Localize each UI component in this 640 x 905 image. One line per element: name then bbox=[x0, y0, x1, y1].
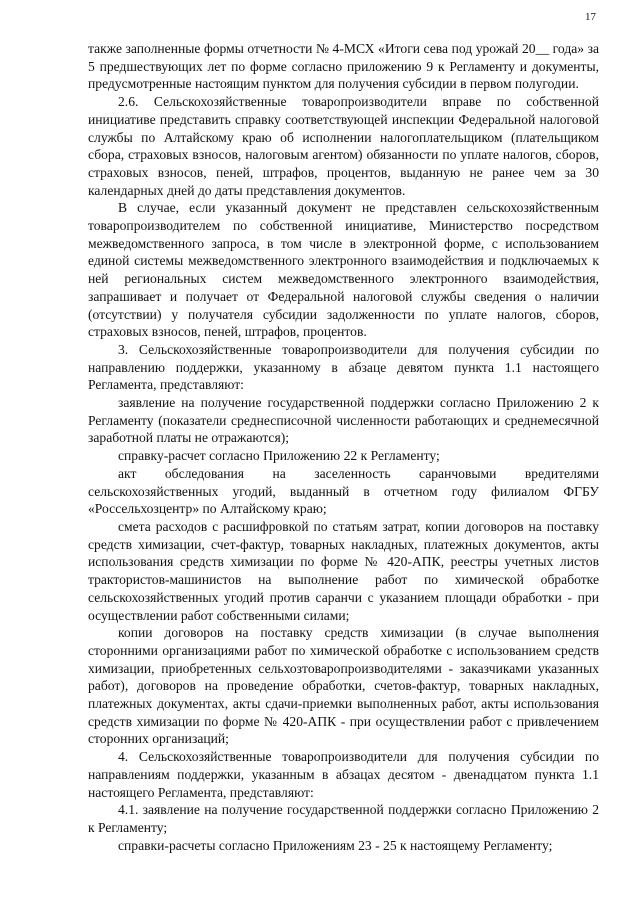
paragraph: 2.6. Сельскохозяйственные товаропроизводители вправе по собственной инициативе представить справку соответствующей инспекции Федеральной налоговой службы по Алтайскому краю об исполнении налогоплательщиком (плательщиком сбора, страховых взносов, налоговым агентом) обязанности по уплате налогов, сборов, страховых взносов, пеней, штрафов, процентов, выданную не ранее чем за 30 календарных дней до даты представления документов. bbox=[88, 94, 599, 198]
paragraph: 4. Сельскохозяйственные товаропроизводители для получения субсидии по направлениям поддержки, указанным в абзацах десятом - двенадцатом пункта 1.1 настоящего Регламента, представляют: bbox=[88, 749, 599, 800]
paragraph: заявление на получение государственной поддержки согласно Приложению 2 к Регламенту (показатели среднесписочной численности работающих и среднемесячной заработной платы не отражаются); bbox=[88, 395, 599, 446]
paragraph: справки-расчеты согласно Приложениям 23 - 25 к настоящему Регламенту; bbox=[118, 837, 553, 853]
paragraph: смета расходов с расшифровкой по статьям затрат, копии договоров на поставку средств химизации, счет-фактур, товарных накладных, платежных документов, акты использования средств химизации по форме № 420-АПК, реестры учетных листов трактористов-машинистов на выполнение работ по химической обработке сельскохозяйственных угодий против саранчи с указанием площади обработки - при осуществлении работ собственными силами; bbox=[88, 518, 599, 623]
paragraph: В случае, если указанный документ не представлен сельскохозяйственным товаропроизводителем по собственной инициативе, Министерство посредством межведомственного запроса, в том числе в электронной форме, с использованием единой системы межведомственного электронного взаимодействия и подключаемых к ней региональных систем межведомственного электронного взаимодействия, запрашивает и получает от Федеральной налоговой службы сведения о наличии (отсутствии) у получателя субсидии задолженности по уплате налогов, сборов, страховых взносов, пеней, штрафов, процентов. bbox=[88, 200, 599, 340]
page-number: 17 bbox=[585, 11, 596, 23]
paragraph: 4.1. заявление на получение государственной поддержки согласно Приложению 2 к Регламенту; bbox=[88, 802, 599, 835]
paragraph: 3. Сельскохозяйственные товаропроизводители для получения субсидии по направлению поддержки, указанному в абзаце девятом пункта 1.1 настоящего Регламента, представляют: bbox=[88, 341, 599, 393]
document-body bbox=[88, 40, 599, 854]
paragraph: справку-расчет согласно Приложению 22 к Регламенту; bbox=[118, 448, 440, 464]
paragraph: копии договоров на поставку средств химизации (в случае выполнения сторонними организациями работ по химической обработке с использованием средств химизации, приобретенных сельхозтоваропроизводителями - заказчиками указанных работ), договоров на проведение обработки, счетов-фактур, товарных накладных, платежных документах, акты сдачи-приемки выполненных работ, акты использования средств химизации по форме № 420-АПК - при осуществлении работ с привлечением сторонних организаций; bbox=[88, 625, 599, 747]
paragraph: акт обследования на заселенность саранчовыми вредителями сельскохозяйственных угодий, выданный в отчетном году филиалом ФГБУ «Россельхозцентр» по Алтайскому краю; bbox=[88, 465, 599, 517]
paragraph: также заполненные формы отчетности № 4-МСХ «Итоги сева под урожай 20__ года» за 5 предшествующих лет по форме согласно приложению 9 к Регламенту и документы, предусмотренные настоящим пунктом для получения субсидии в первом полугодии. bbox=[88, 41, 599, 92]
